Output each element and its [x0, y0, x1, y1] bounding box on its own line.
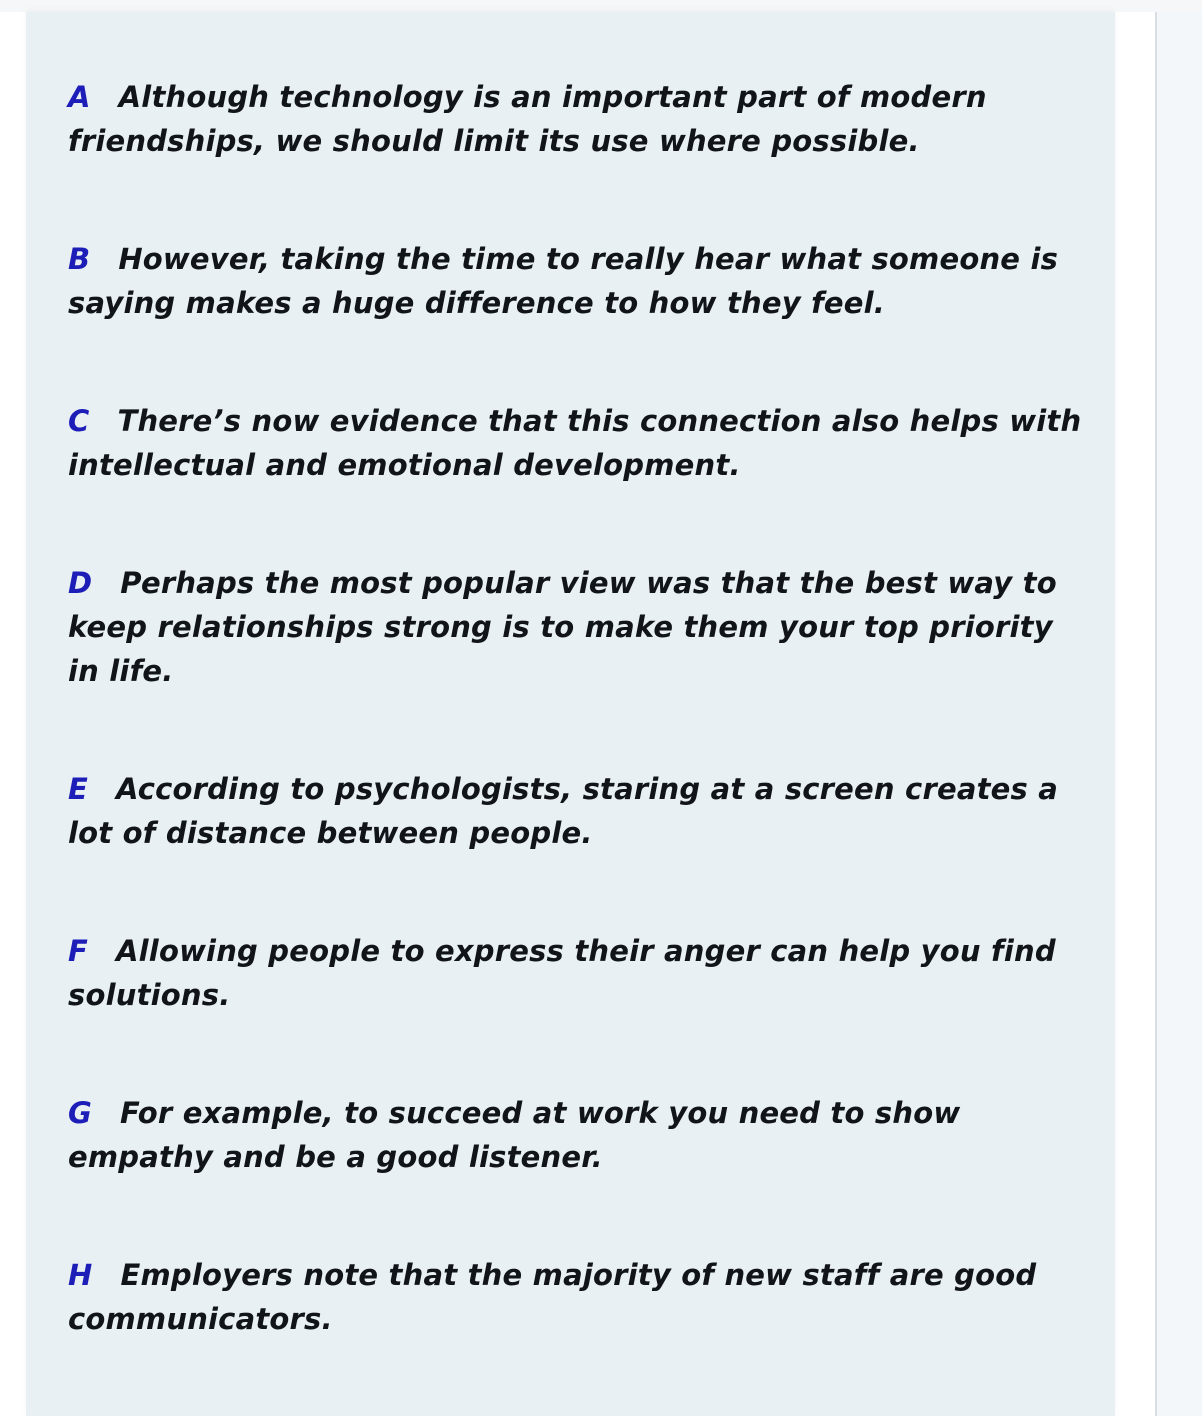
option-d: [68, 561, 1088, 693]
option-a: [68, 75, 1088, 163]
option-text: Although technology is an important part of modern friendships, we should limit its use where possible.: [68, 80, 987, 158]
option-b: [68, 237, 1088, 325]
option-h: [68, 1253, 1088, 1341]
option-g: [68, 1091, 1088, 1179]
option-letter: D: [68, 566, 93, 600]
option-e: [68, 767, 1088, 855]
option-text: Perhaps the most popular view was that the best way to keep relationships strong is to make them your top priority in life.: [68, 566, 1057, 688]
option-text: However, taking the time to really hear what someone is saying makes a huge difference to how they feel.: [68, 242, 1059, 320]
options-panel: [26, 12, 1115, 1416]
option-letter: C: [68, 404, 90, 438]
option-text: There’s now evidence that this connection also helps with intellectual and emotional development.: [68, 404, 1082, 482]
top-strip: [0, 0, 1202, 12]
option-text: Employers note that the majority of new staff are good communicators.: [68, 1258, 1037, 1336]
option-letter: A: [68, 80, 91, 114]
option-letter: F: [68, 934, 89, 968]
option-letter: H: [68, 1258, 93, 1292]
option-letter: E: [68, 772, 89, 806]
option-text: For example, to succeed at work you need to show empathy and be a good listener.: [68, 1096, 961, 1174]
option-text: According to psychologists, staring at a screen creates a lot of distance between people.: [68, 772, 1059, 850]
option-c: [68, 399, 1088, 487]
right-gutter: [1157, 12, 1202, 1416]
option-f: [68, 929, 1088, 1017]
scroll-divider: [1155, 12, 1157, 1416]
option-letter: B: [68, 242, 91, 276]
option-letter: G: [68, 1096, 93, 1130]
option-text: Allowing people to express their anger can help you find solutions.: [68, 934, 1056, 1012]
